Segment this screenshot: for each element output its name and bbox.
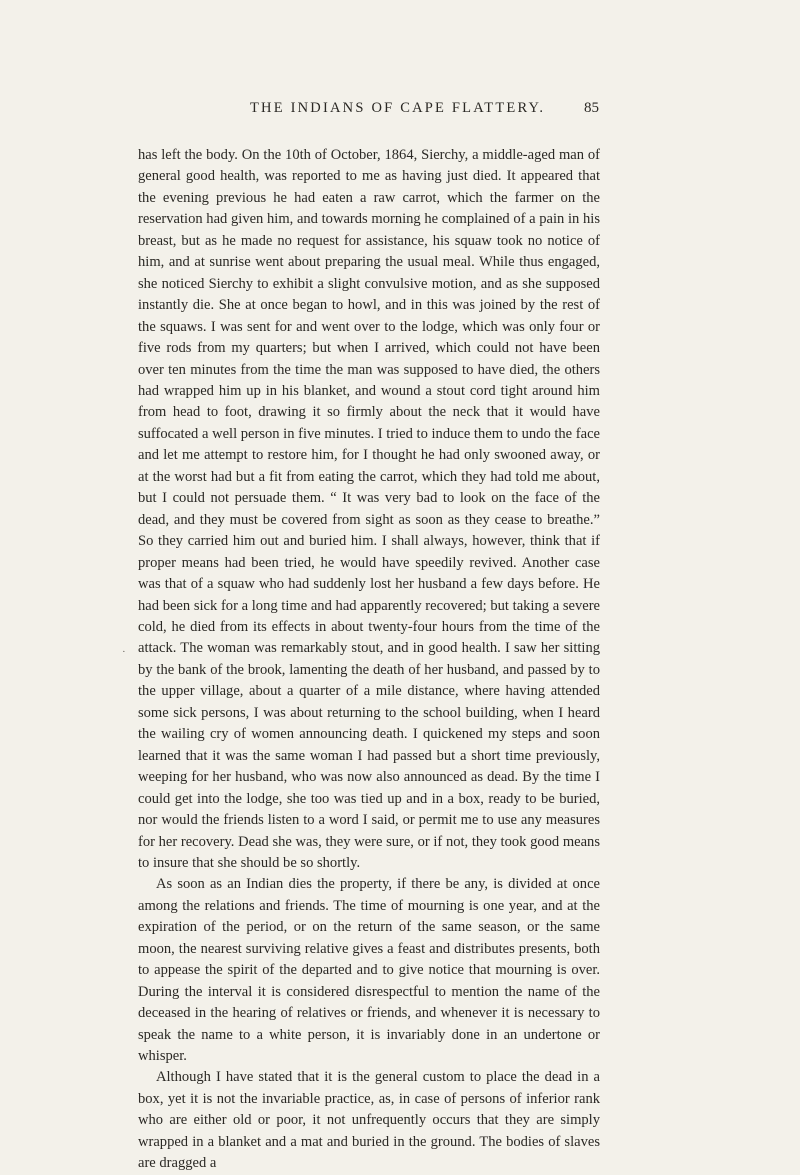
body-text <box>138 145 600 1175</box>
paragraph: Although I have stated that it is the general custom to place the dead in a box, yet it is not the invariable practice, as, in case of persons of inferior rank who are either old or poor, it not unfrequently occurs that they are simply wrapped in a blanket and a mat and buried in the ground. The bodies of slaves are dragged a <box>138 1069 600 1172</box>
paragraph: As soon as an Indian dies the property, if there be any, is divided at once among the relations and friends. The time of mourning is one year, and at the expiration of the period, or on the return of the same season, or the same moon, the nearest surviving relative gives a feast and distributes presents, both to appease the spirit of the departed and to give notice that mourning is over. During the interval it is considered disrespectful to mention the name of the deceased in the hearing of relatives or friends, and whenever it is necessary to speak the name to a white person, it is invariably done in an undertone or whisper. <box>138 876 600 1065</box>
page-number: 85 <box>584 100 599 116</box>
margin-mark: · <box>122 646 126 658</box>
paragraph: has left the body. On the 10th of October, 1864, Sierchy, a middle-aged man of general good health, was reported to me as having just died. It appeared that the evening previous he had eaten a raw carrot, which the farmer on the reservation had given him, and towards morning he complained of a pain in his breast, but as he made no request for assistance, his squaw took no notice of him, and at sunrise went about preparing the usual meal. While thus engaged, she noticed Sierchy to exhibit a slight convulsive motion, and as she supposed instantly die. She at once began to howl, and in this was joined by the rest of the squaws. I was sent for and went over to the lodge, which was only four or five rods from my quarters; but when I arrived, which could not have been over ten minutes from the time the man was supposed to have died, the others had wrapped him up in his blanket, and wound a stout cord tight around him from head to foot, drawing it so firmly about the neck that it would have suffocated a well person in five minutes. I tried to induce them to undo the face and let me attempt to restore him, for I thought he had only swooned away, or at the worst had but a fit from eating the carrot, which they had told me about, but I could not persuade them. “ It was very bad to look on the face of the dead, and they must be covered from sight as soon as they cease to breathe.” So they carried him out and buried him. I shall always, however, think that if proper means had been tried, he would have speedily revived. Another case was that of a squaw who had suddenly lost her husband a few days before. He had been sick for a long time and had apparently recovered; but taking a severe cold, he died from its effects in about twenty-four hours from the time of the attack. The woman was remarkably stout, and in good health. I saw her sitting by the bank of the brook, lamenting the death of her husband, and passed by to the upper village, about a quarter of a mile distance, where having attended some sick persons, I was about returning to the school building, when I heard the wailing cry of women announcing death. I quickened my steps and soon learned that it was the same woman I had passed but a short time previously, weeping for her husband, who was now also announced as dead. By the time I could get into the lodge, she too was tied up and in a box, ready to be buried, nor would the friends listen to a word I said, or permit me to use any measures for her recovery. Dead she was, they were sure, or if not, they took good means to insure that she should be so shortly. <box>138 147 600 871</box>
running-header: THE INDIANS OF CAPE FLATTERY. <box>250 100 546 116</box>
